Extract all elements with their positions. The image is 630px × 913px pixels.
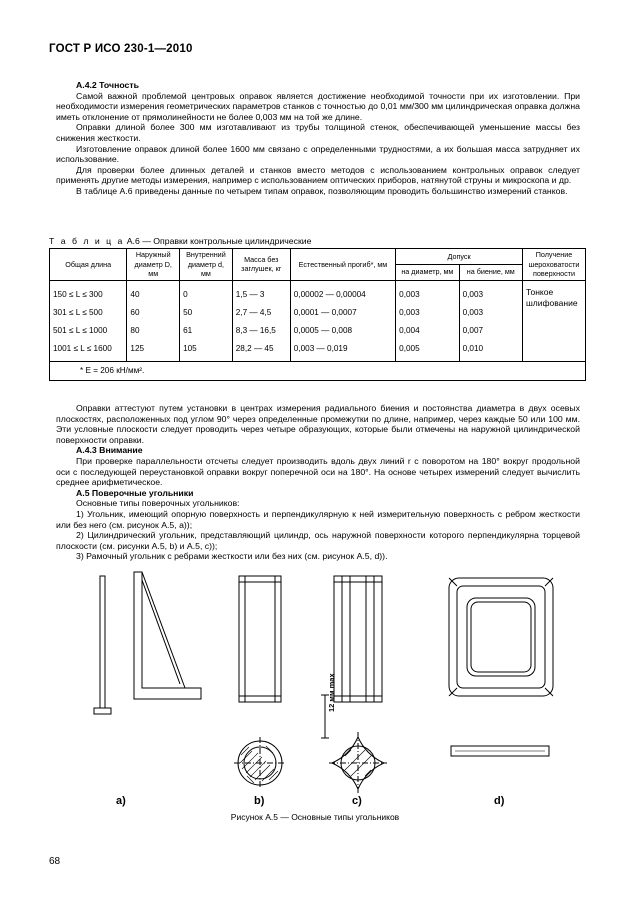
frame-square-d-section [451,746,549,756]
section-a43-title: А.4.3 Внимание [76,445,143,456]
cylinder-c-side [334,576,382,702]
paragraph: В таблице А.6 приведены данные по четырем типам оправок, позволяющим проводить большинство измерений станков. [76,185,568,196]
section-a5-title: А.5 Поверочные угольники [76,487,194,498]
frame-square-d [449,578,553,696]
figure-label-c: c) [352,795,362,807]
col-header-roughness: Получение шероховатости поверхности [522,249,585,281]
figure-label-b: b) [254,795,265,807]
cylinder-c-section [329,732,387,794]
col-header-outer-diameter: Наружный диаметр D, мм [127,249,180,281]
body-after-table [56,403,580,562]
page-number: 68 [49,856,61,867]
table-row: 150 ≤ L ≤ 300 40 0 1,5 — 3 0,00002 — 0,00004 0,003 0,003 Тонкое шлифование [50,280,586,304]
col-header-tol-diameter: на диаметр, мм [396,264,459,280]
page-header: ГОСТ Р ИСО 230-1—2010 [49,43,193,55]
cylinder-b-side [239,576,281,702]
col-header-inner-diameter: Внутренний диаметр d, мм [180,249,233,281]
paragraph: Оправки длиной более 300 мм изготавливают из трубы толщиной стенок, обеспечивающей уменьшение массы без снижения жесткости. [56,122,580,143]
section-a42 [56,80,580,197]
table-row: 1001 ≤ L ≤ 1600 125 105 28,2 — 45 0,003 — 0,019 0,005 0,010 [50,340,586,362]
cylinder-b-section [234,737,286,789]
paragraph: Для проверки более длинных деталей и станков вместо методов с использованием контрольных оправок следует применять другие методы измерения, например с использованием оптических приборов, натянутой струны и микроскопа и др. [56,164,580,186]
list-item: 3) Рамочный угольник с ребрами жесткости или без них (см. рисунок А.5, d)). [76,551,388,562]
section-a42-title: А.4.2 Точность [76,80,139,90]
square-a-blade [94,576,111,714]
paragraph: Изготовление оправок длиной более 1600 мм связано с определенными трудностями, а их большая масса затрудняет их использование. [56,143,580,165]
col-header-tolerance: Допуск [396,249,523,265]
list-item: 1) Угольник, имеющий опорную поверхность и перпендикулярную к ней измерительную поверхность с ребром жесткости или без него (см. рисунок А.5, а)); [56,508,580,530]
paragraph: Основные типы поверочных угольников: [76,498,240,509]
figure-a5 [49,560,586,820]
figure-label-d: d) [494,795,505,807]
roughness-cell: Тонкое шлифование [522,280,585,361]
table-footnote-row [50,361,586,380]
col-header-deflection: Естественный прогиб*, мм [290,249,395,281]
paragraph: При проверке параллельности отсчеты следует производить вдоль двух линий r с поворотом на 180° вокруг продольной оси с последующей переустановкой оправки вокруг поперечной оси на 180°. На основе четырех измерений следует вычислить среднее арифметическое. [56,455,580,488]
square-a-rib [134,572,201,699]
figure-label-a: a) [116,795,126,807]
list-item: 2) Цилиндрический угольник, представляющий цилиндр, ось наружной поверхности которого перпендикулярна торцевой плоскости (см. рисунки А.5, b) и А.5, c)); [56,530,580,551]
dimension-label: 12 мм max [327,673,336,712]
col-header-tol-runout: на биение, мм [459,264,522,280]
table-caption: Т а б л и ц а А.6 — Оправки контрольные цилиндрические [49,236,312,246]
table-row: 301 ≤ L ≤ 500 60 50 2,7 — 4,5 0,0001 — 0,0007 0,003 0,003 [50,304,586,322]
col-header-length: Общая длина [50,249,127,281]
table-footnote: * E = 206 кН/мм². [50,361,586,380]
table-row: 501 ≤ L ≤ 1000 80 61 8,3 — 16,5 0,0005 — 0,008 0,004 0,007 [50,322,586,340]
col-header-mass: Масса без заглушек, кг [232,249,290,281]
figure-caption: Рисунок А.5 — Основные типы угольников [230,812,400,822]
mandrel-table [49,248,586,381]
paragraph: Самой важной проблемой центровых оправок является достижение необходимой точности при их изготовлении. При необходимости измерения геометрических параметров станков с точностью до 0,01 мм/300 мм цилиндрическая оправка должна иметь отклонение от прямолинейности не более 0,003 мм на той же длине. [56,90,580,122]
paragraph: Оправки аттестуют путем установки в центрах измерения радиального биения и постоянства диаметра в двух осевых плоскостях, расположенных под углом 90° через определенные промежутки по длине, например, через каждые 50 или 100 мм. Эти условные плоскости следует проводить через четыре образующих, которые были отмечены на наружной цилиндрической поверхности оправки. [56,403,580,445]
